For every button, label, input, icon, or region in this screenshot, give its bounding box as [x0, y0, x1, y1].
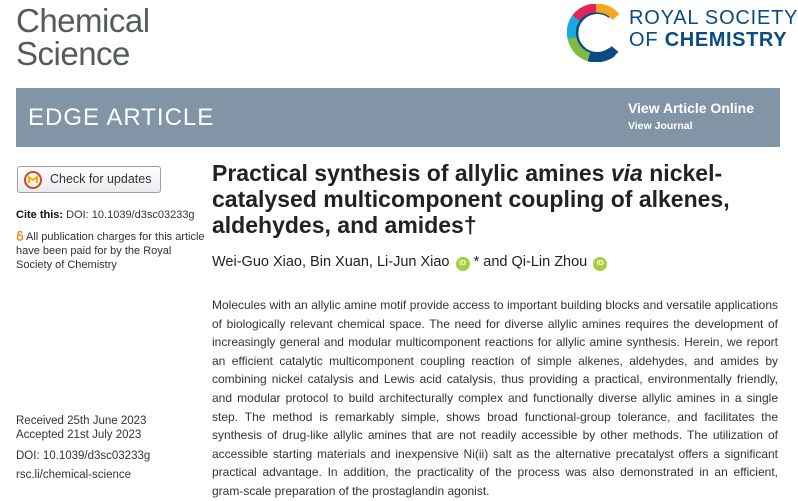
open-access-note	[16, 230, 206, 272]
banner-links	[628, 99, 754, 135]
author-names-1: Wei-Guo Xiao, Bin Xuan, Li-Jun Xiao	[212, 254, 450, 270]
title-part1: Practical synthesis of allylic amines	[212, 160, 611, 186]
rsc-c-icon	[567, 4, 625, 62]
article-dates	[16, 414, 206, 442]
corresponding-mark: *	[473, 254, 480, 270]
article-type-banner	[16, 88, 780, 147]
rsc-logo	[567, 4, 798, 62]
journal-title	[16, 4, 216, 70]
check-for-updates-label: Check for updates	[50, 172, 152, 186]
rsc-wordmark	[629, 8, 798, 52]
rsc-wordmark-bold: CHEMISTRY	[664, 29, 788, 51]
open-access-icon	[16, 231, 24, 241]
orcid-icon[interactable]: iD	[456, 257, 470, 271]
author-list	[212, 254, 782, 271]
article-doi: DOI: 10.1039/d3sc03233g	[16, 450, 151, 462]
author-names-2: Qi-Lin Zhou	[511, 254, 588, 270]
title-part2: nickel-catalysed multicomponent coupling of alkenes, aldehydes, and amides†	[212, 160, 730, 238]
article-type-label: EDGE ARTICLE	[28, 104, 215, 131]
open-access-text: All publication charges for this article have been paid for by the Royal Society of Chemistry	[16, 231, 205, 271]
title-via: via	[610, 160, 643, 186]
cite-label: Cite this:	[16, 209, 64, 221]
journal-short-link[interactable]: rsc.li/chemical-science	[16, 469, 132, 481]
received-date: Received 25th June 2023	[16, 415, 147, 427]
check-for-updates-button[interactable]	[17, 166, 161, 193]
view-journal-link[interactable]: View Journal	[627, 120, 693, 132]
cite-this	[16, 208, 206, 222]
journal-title-line1: Chemical	[16, 2, 150, 39]
author-separator: and	[479, 254, 512, 270]
cite-doi: DOI: 10.1039/d3sc03233g	[66, 209, 195, 221]
rsc-wordmark-prefix: OF	[629, 29, 665, 51]
check-updates-icon	[24, 171, 42, 189]
journal-title-line2: Science	[16, 35, 130, 72]
rsc-wordmark-line1: ROYAL SOCIETY	[629, 7, 798, 29]
rsc-wordmark-line2	[629, 29, 798, 52]
view-article-online-link[interactable]: View Article Online	[627, 100, 754, 116]
abstract: Molecules with an allylic amine motif provide access to important building blocks and versatile applications of biologically relevant chemical space. The need for diverse allylic amines requires the development of increasingly general and modular multicomponent reactions for allylic amine synthesis. Herein, we report an efficient catalytic multicomponent coupling reaction of simple alkenes, aldehydes, and amides by combining nickel catalysis and Lewis acid catalysis, thus providing a practical, environmentally friendly, and modular protocol to build architecturally complex and functionally diverse allylic amines in a single step. The method is remarkably simple, shows broad functional-group tolerance, and facilitates the synthesis of drug-like allylic amines that are not readily accessible by other methods. The utilization of accessible starting materials and inexpensive Ni(ii) salt as the alternative precatalyst offers a significant practical advantage. In addition, the practicality of the process was also demonstrated in an efficient, gram-scale preparation of the prostaglandin agonist.	[212, 298, 778, 498]
accepted-date: Accepted 21st July 2023	[16, 429, 142, 441]
article-title	[212, 160, 782, 238]
orcid-icon[interactable]: iD	[593, 257, 607, 271]
